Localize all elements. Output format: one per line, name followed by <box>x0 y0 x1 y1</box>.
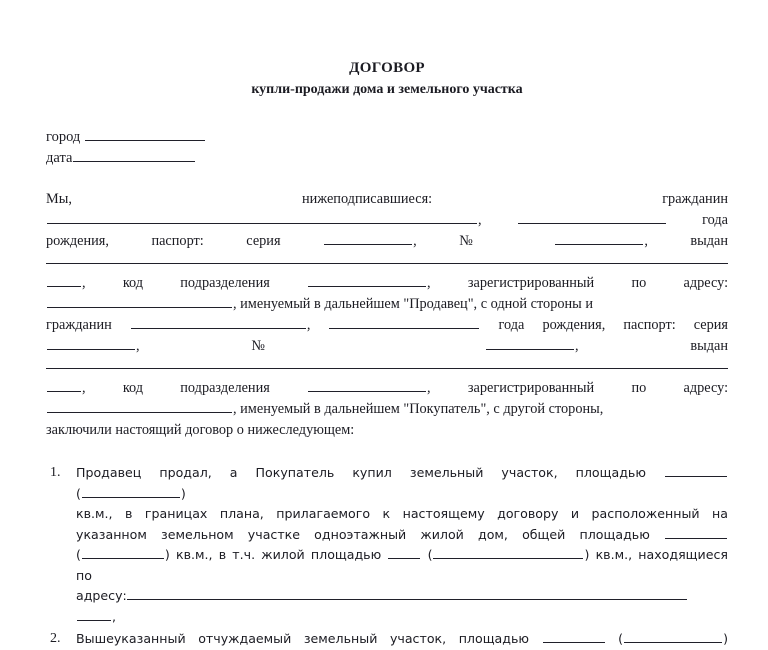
house-living-area-input[interactable] <box>388 548 420 559</box>
buyer-code-label: код <box>122 380 144 397</box>
clause-1-line-1 <box>76 463 728 504</box>
buyer-address-label: адресу: <box>683 380 729 397</box>
seller-birth-label: рождения, <box>46 233 109 250</box>
preamble-line-5 <box>46 273 728 294</box>
house-total-area-words-input[interactable] <box>82 548 164 559</box>
preamble-we-label: Мы, <box>46 191 72 208</box>
city-row <box>46 127 728 148</box>
buyer-at-label: по <box>631 380 647 397</box>
clause-number: 2. <box>50 631 61 647</box>
preamble-comma-10: , <box>427 380 431 397</box>
buyer-number-label: № <box>251 338 374 355</box>
date-input[interactable] <box>73 149 195 162</box>
clause-1-paren-close: ) <box>180 485 186 501</box>
buyer-issued-by-input[interactable] <box>46 357 728 369</box>
seller-registered-label: зарегистрированный <box>467 275 595 292</box>
seller-passport-number-input[interactable] <box>555 232 643 245</box>
buyer-name-input[interactable] <box>131 316 306 329</box>
preamble-comma-1: , <box>478 212 482 229</box>
document-sheet <box>46 0 728 650</box>
seller-passport-series-input[interactable] <box>324 232 412 245</box>
clause-1-address-label: адресу: <box>76 588 127 604</box>
buyer-subdivision-code-input[interactable] <box>308 379 426 392</box>
clause-number: 1. <box>50 465 61 481</box>
house-total-area-input[interactable] <box>665 527 727 538</box>
preamble-line-8 <box>46 336 728 357</box>
clause-1-text-e: ) кв.м., находящиеся <box>584 547 728 563</box>
city-label: город <box>46 129 81 146</box>
clause-1-text-c: указанном земельном участке одноэтажный жилой дом, общей площадью <box>76 526 650 542</box>
seller-address-input[interactable] <box>47 295 232 308</box>
clause-1-text-g: , <box>112 608 117 624</box>
clause-2-paren-open: ( <box>618 631 624 647</box>
clause-1-paren-open: ( <box>76 485 81 501</box>
clause-2-area-words-input[interactable] <box>624 632 722 643</box>
seller-code-label: код <box>122 275 144 292</box>
buyer-issue-date-input[interactable] <box>47 379 81 392</box>
clause-1-line-4 <box>76 545 728 566</box>
page-title: ДОГОВОР <box>349 60 425 76</box>
preamble-comma-7: , <box>136 338 140 355</box>
seller-number-label: № <box>459 233 512 250</box>
document-meta <box>46 127 728 169</box>
preamble-citizen-label: гражданин <box>662 191 728 208</box>
preamble-comma-3: , <box>644 233 648 250</box>
seller-issued-label: выдан <box>690 233 729 250</box>
preamble-line-7 <box>46 315 728 336</box>
preamble-line-3 <box>46 231 728 252</box>
seller-passport-label: паспорт: <box>151 233 204 250</box>
preamble-year-label: года <box>702 212 729 229</box>
plot-area-words-input[interactable] <box>82 486 180 497</box>
clause-1-paren-open-2: ( <box>76 547 81 563</box>
seller-address-label: адресу: <box>683 275 729 292</box>
seller-at-label: по <box>631 275 647 292</box>
clause-2-text-a: Вышеуказанный отчуждаемый земельный участок, площадью <box>76 631 529 647</box>
preamble-line-1 <box>46 189 728 210</box>
clause-1-line-3 <box>76 525 728 546</box>
clause-item <box>46 629 728 650</box>
plot-area-input[interactable] <box>665 466 727 477</box>
seller-series-label: серия <box>246 233 281 250</box>
seller-issued-by-input[interactable] <box>46 252 728 264</box>
date-row <box>46 148 728 169</box>
buyer-address-input[interactable] <box>47 400 232 413</box>
clause-2-paren-close: ) <box>723 631 728 647</box>
seller-designation-text: , именуемый в дальнейшем "Продавец", с одной стороны и <box>233 296 593 313</box>
clause-1-text-b: кв.м., в границах плана, прилагаемого к настоящему договору и расположенный на <box>76 506 728 522</box>
buyer-citizen-label: гражданин <box>46 317 112 334</box>
clause-1-text-a: Продавец продал, а Покупатель купил земельный участок, площадью <box>76 465 646 481</box>
preamble-line-2 <box>46 210 728 231</box>
page-subtitle: купли-продажи дома и земельного участка <box>251 82 523 98</box>
seller-birthyear-input[interactable] <box>518 211 666 224</box>
clause-1-line-5 <box>76 566 728 587</box>
preamble-line-6 <box>46 294 728 315</box>
clause-1-text-d: ) кв.м., в т.ч. жилой площадью <box>164 547 382 563</box>
city-input[interactable] <box>85 128 205 141</box>
clause-text <box>76 629 728 650</box>
clause-2-line-1 <box>76 629 728 650</box>
buyer-passport-series-input[interactable] <box>47 337 135 350</box>
clause-1-line-2 <box>76 504 728 525</box>
agreement-intro-text: заключили настоящий договор о нижеследующем: <box>46 422 355 439</box>
preamble-comma-4: , <box>82 275 86 292</box>
clause-1-paren-open-3: ( <box>427 547 433 563</box>
preamble-comma-8: , <box>575 338 579 355</box>
preamble-line-11 <box>46 399 728 420</box>
clauses-list <box>46 463 728 650</box>
clause-2-area-input[interactable] <box>543 632 605 643</box>
preamble-block <box>46 189 728 441</box>
preamble-line-10 <box>46 378 728 399</box>
house-address-input[interactable] <box>127 589 687 600</box>
preamble-line-12 <box>46 420 728 441</box>
house-address-input-2[interactable] <box>77 609 111 620</box>
seller-subdivision-label: подразделения <box>180 275 270 292</box>
house-living-area-words-input[interactable] <box>433 548 583 559</box>
preamble-comma-9: , <box>82 380 86 397</box>
seller-subdivision-code-input[interactable] <box>308 274 426 287</box>
clause-1-line-7 <box>76 607 728 628</box>
buyer-subdivision-label: подразделения <box>180 380 270 397</box>
preamble-line-4 <box>46 252 728 273</box>
seller-issue-date-input[interactable] <box>47 274 81 287</box>
preamble-comma-5: , <box>427 275 431 292</box>
clause-1-line-6 <box>76 586 728 607</box>
seller-name-input[interactable] <box>47 211 477 224</box>
buyer-registered-label: зарегистрированный <box>467 380 595 397</box>
buyer-passport-label: года рождения, паспорт: серия <box>498 317 728 334</box>
date-label: дата <box>46 150 73 167</box>
preamble-comma-2: , <box>413 233 417 250</box>
buyer-birthyear-input[interactable] <box>329 316 479 329</box>
preamble-comma-6: , <box>306 317 311 334</box>
buyer-issued-label: выдан <box>690 338 728 355</box>
clause-item <box>46 463 728 627</box>
clause-text <box>76 463 728 627</box>
preamble-undersigned-label: нижеподписавшиеся: <box>301 191 433 208</box>
preamble-line-9 <box>46 357 728 378</box>
clause-1-text-f: по <box>76 567 92 583</box>
buyer-designation-text: , именуемый в дальнейшем "Покупатель", с другой стороны, <box>233 401 604 418</box>
buyer-passport-number-input[interactable] <box>486 337 574 350</box>
